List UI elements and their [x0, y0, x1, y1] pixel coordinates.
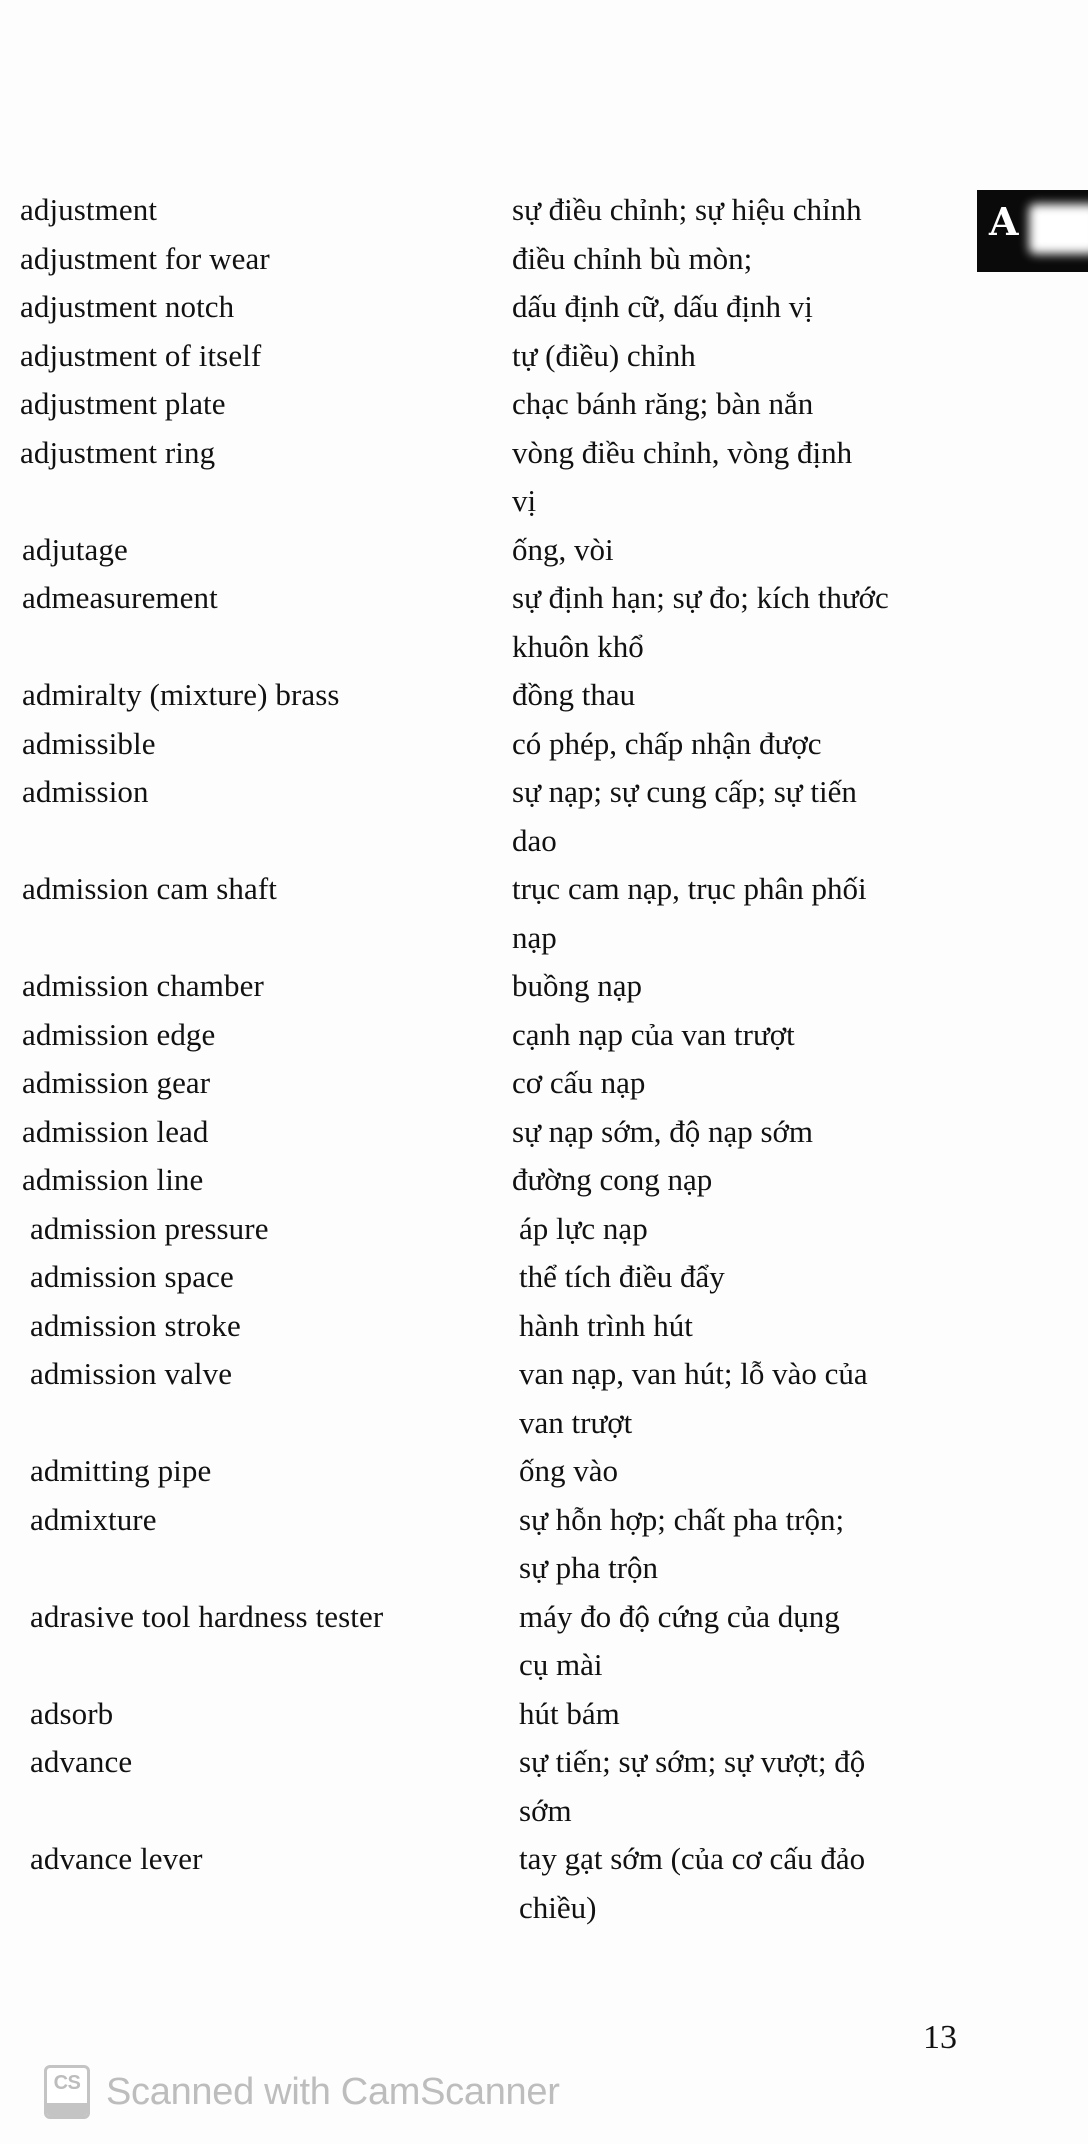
- entry-term: advance: [30, 1744, 133, 1779]
- entry-term: admission line: [22, 1162, 204, 1197]
- entry-term: adjustment ring: [20, 434, 216, 470]
- meaning-line: sự pha trộn: [519, 1550, 659, 1585]
- entry-meaning: [492, 1350, 942, 1447]
- dictionary-entry: [0, 235, 1088, 284]
- entry-term: adsorb: [30, 1695, 114, 1731]
- dictionary-entry: [0, 1835, 1088, 1932]
- entry-meaning: [492, 1690, 942, 1739]
- entry-meaning: [492, 526, 942, 575]
- entry-term: advance lever: [30, 1841, 203, 1876]
- dictionary-entry: [0, 186, 1088, 235]
- meaning-line: cụ mài: [519, 1647, 603, 1682]
- entry-term: admission edge: [22, 1016, 216, 1052]
- meaning-line: hút bám: [519, 1695, 620, 1731]
- entry-term: adjutage: [22, 531, 128, 567]
- meaning-line: dấu định cữ, dấu định vị: [512, 289, 813, 324]
- entry-term: admission chamber: [22, 968, 264, 1003]
- meaning-line: áp lực nạp: [519, 1210, 648, 1246]
- entry-meaning: [492, 1593, 942, 1690]
- entry-term: admission space: [30, 1259, 234, 1294]
- entry-term: admeasurement: [22, 580, 218, 615]
- entry-meaning: [492, 235, 942, 284]
- entry-term: adrasive tool hardness tester: [30, 1598, 384, 1634]
- dictionary-entry: [0, 671, 1088, 720]
- entry-meaning: [492, 1302, 942, 1351]
- meaning-line: dao: [512, 822, 557, 858]
- meaning-line: sớm: [519, 1792, 572, 1828]
- logo-bar: [47, 2103, 87, 2116]
- entry-term: admission: [22, 774, 149, 809]
- entry-meaning: [492, 768, 942, 865]
- dictionary-entry: [0, 1738, 1088, 1835]
- meaning-line: thể tích điều đẩy: [519, 1259, 725, 1294]
- meaning-line: buồng nạp: [512, 968, 643, 1003]
- entry-meaning: [492, 1059, 942, 1108]
- page-number: 13: [923, 2019, 957, 2056]
- dictionary-entry: [0, 865, 1088, 962]
- meaning-line: hành trình hút: [519, 1307, 693, 1343]
- meaning-line: chiều): [519, 1889, 597, 1925]
- entry-meaning: [492, 186, 942, 235]
- meaning-line: trục cam nạp, trục phân phối: [512, 871, 867, 906]
- entry-term: admitting pipe: [30, 1453, 212, 1488]
- entry-list: [0, 186, 1088, 1932]
- camscanner-watermark: [44, 2064, 560, 2120]
- meaning-line: khuôn khổ: [512, 628, 644, 664]
- meaning-line: sự nạp; sự cung cấp; sự tiến: [512, 774, 857, 809]
- entry-term: adjustment plate: [20, 386, 226, 421]
- dictionary-entry: [0, 526, 1088, 575]
- dictionary-entry: [0, 1108, 1088, 1157]
- dictionary-entry: [0, 1690, 1088, 1739]
- entry-meaning: [492, 1496, 942, 1593]
- dictionary-entry: [0, 283, 1088, 332]
- meaning-line: sự tiến; sự sớm; sự vượt; độ: [519, 1744, 866, 1779]
- entry-meaning: [492, 1253, 942, 1302]
- entry-meaning: [492, 1447, 942, 1496]
- entry-meaning: [492, 671, 942, 720]
- entry-meaning: [492, 962, 942, 1011]
- entry-meaning: [492, 1156, 942, 1205]
- watermark-text: Scanned with CamScanner: [106, 2071, 560, 2113]
- entry-meaning: [492, 1738, 942, 1835]
- meaning-line: tay gạt sớm (của cơ cấu đảo: [519, 1841, 866, 1876]
- meaning-line: sự hỗn hợp; chất pha trộn;: [519, 1501, 845, 1537]
- meaning-line: nạp: [512, 919, 557, 955]
- meaning-line: vị: [512, 483, 537, 518]
- dictionary-entry: [0, 1253, 1088, 1302]
- entry-meaning: [492, 1835, 942, 1932]
- dictionary-entry: [0, 1059, 1088, 1108]
- dictionary-entry: [0, 380, 1088, 429]
- meaning-line: đường cong nạp: [512, 1162, 713, 1197]
- meaning-line: ống vào: [519, 1453, 619, 1488]
- dictionary-entry: [0, 429, 1088, 526]
- dictionary-entry: [0, 1447, 1088, 1496]
- entry-meaning: [492, 865, 942, 962]
- entry-meaning: [492, 574, 942, 671]
- entry-term: admixture: [30, 1501, 157, 1537]
- dictionary-entry: [0, 1156, 1088, 1205]
- entry-meaning: [492, 1108, 942, 1157]
- meaning-line: tự (điều) chỉnh: [512, 337, 696, 373]
- dictionary-entry: [0, 1302, 1088, 1351]
- meaning-line: điều chỉnh bù mòn;: [512, 240, 753, 276]
- meaning-line: chạc bánh răng; bàn nắn: [512, 386, 814, 421]
- entry-meaning: [492, 380, 942, 429]
- entry-meaning: [492, 720, 942, 769]
- dictionary-entry: [0, 1205, 1088, 1254]
- dictionary-entry: [0, 1350, 1088, 1447]
- meaning-line: ống, vòi: [512, 531, 614, 567]
- camscanner-logo-text: CS: [53, 2072, 81, 2094]
- dictionary-entry: [0, 574, 1088, 671]
- entry-term: admission stroke: [30, 1307, 241, 1343]
- meaning-line: vòng điều chỉnh, vòng định: [512, 434, 853, 470]
- meaning-line: van trượt: [519, 1404, 633, 1440]
- meaning-line: đồng thau: [512, 677, 636, 712]
- meaning-line: sự nạp sớm, độ nạp sớm: [512, 1113, 814, 1149]
- meaning-line: sự điều chỉnh; sự hiệu chỉnh: [512, 192, 862, 227]
- entry-term: admiralty (mixture) brass: [22, 677, 340, 712]
- section-letter: A: [989, 199, 1019, 244]
- entry-term: admission cam shaft: [22, 871, 278, 906]
- camscanner-logo-icon: [44, 2065, 90, 2119]
- entry-meaning: [492, 332, 942, 381]
- dictionary-entry: [0, 768, 1088, 865]
- entry-term: adjustment notch: [20, 289, 235, 324]
- dictionary-entry: [0, 962, 1088, 1011]
- dictionary-entry: [0, 332, 1088, 381]
- entry-term: admission pressure: [30, 1210, 269, 1246]
- entry-term: admission valve: [30, 1356, 233, 1391]
- entry-meaning: [492, 429, 942, 526]
- meaning-line: có phép, chấp nhận được: [512, 725, 822, 761]
- entry-meaning: [492, 1011, 942, 1060]
- entry-term: adjustment of itself: [20, 337, 262, 373]
- meaning-line: van nạp, van hút; lỗ vào của: [519, 1356, 868, 1391]
- entry-term: admission gear: [22, 1065, 211, 1100]
- dictionary-entry: [0, 1593, 1088, 1690]
- meaning-line: sự định hạn; sự đo; kích thước: [512, 580, 889, 615]
- entry-term: adjustment: [20, 192, 158, 227]
- entry-meaning: [492, 283, 942, 332]
- entry-term: admissible: [22, 725, 156, 761]
- meaning-line: cơ cấu nạp: [512, 1065, 646, 1100]
- entry-term: adjustment for wear: [20, 240, 270, 276]
- dictionary-entry: [0, 1011, 1088, 1060]
- entry-meaning: [492, 1205, 942, 1254]
- meaning-line: máy đo độ cứng của dụng: [519, 1598, 840, 1634]
- dictionary-entry: [0, 720, 1088, 769]
- dictionary-entry: [0, 1496, 1088, 1593]
- entry-term: admission lead: [22, 1113, 209, 1149]
- meaning-line: cạnh nạp của van trượt: [512, 1016, 795, 1052]
